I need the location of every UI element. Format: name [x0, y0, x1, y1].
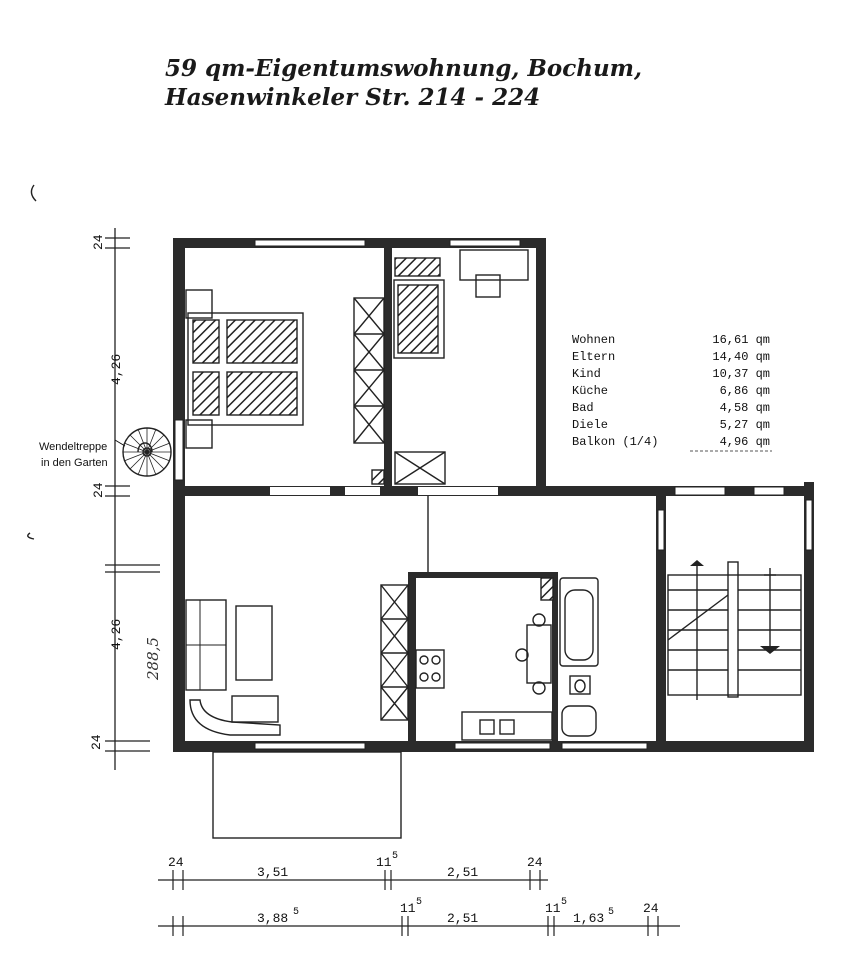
- area-room-diele: Diele: [572, 418, 609, 432]
- row2-dim-d: 11: [545, 901, 561, 916]
- vertical-dimension-line: [89, 228, 162, 770]
- row1-dim-d: 2,51: [447, 865, 479, 880]
- area-value-diele: 5,27 qm: [719, 418, 770, 432]
- spiral-stair-icon: [123, 428, 171, 476]
- margin-mark-mid: [28, 533, 34, 539]
- room-kind: [372, 250, 528, 484]
- area-value-balkon: 4,96 qm: [719, 435, 770, 449]
- balcony: [213, 752, 401, 838]
- row2-dim-b: 11: [400, 901, 416, 916]
- margin-mark-top: [31, 185, 36, 201]
- handwritten-dimension: 288,5: [144, 637, 162, 680]
- dim-top-wall: 24: [91, 234, 106, 250]
- dim-mid-wall: 24: [91, 482, 106, 498]
- title-block: [164, 55, 642, 111]
- area-value-eltern: 14,40 qm: [712, 350, 770, 364]
- area-room-balkon: Balkon (1/4): [572, 435, 659, 449]
- area-room-wohnen: Wohnen: [572, 333, 616, 347]
- dimension-row-2: [158, 897, 680, 936]
- stair-note-leader: [115, 440, 125, 446]
- row1-dim-a: 24: [168, 855, 184, 870]
- bedroom-eltern: [186, 290, 384, 448]
- row1-dim-b: 3,51: [257, 865, 289, 880]
- row2-dim-c: 2,51: [447, 911, 479, 926]
- room-wohnen: [186, 585, 408, 735]
- dim-bottom-wall: 24: [89, 734, 104, 750]
- stair-note-line-1: Wendeltreppe: [39, 441, 108, 453]
- row2-dim-e: 1,63: [573, 911, 605, 926]
- row2-dim-f: 24: [643, 901, 659, 916]
- windows: [175, 240, 812, 749]
- area-room-kueche: Küche: [572, 384, 609, 398]
- area-value-kind: 10,37 qm: [712, 367, 770, 381]
- row1-dim-c: 11: [376, 855, 392, 870]
- title-line-2: Hasenwinkeler Str. 214 - 224: [165, 84, 541, 111]
- room-kueche: [416, 614, 552, 740]
- title-line-1: 59 qm-Eigentumswohnung, Bochum,: [165, 55, 643, 82]
- area-room-eltern: Eltern: [572, 350, 616, 364]
- area-value-wohnen: 16,61 qm: [712, 333, 770, 347]
- dim-upper-height: 4,26: [109, 353, 124, 385]
- area-value-kueche: 6,86 qm: [719, 384, 770, 398]
- area-room-bad: Bad: [572, 401, 594, 415]
- row2-dim-a: 3,88: [257, 911, 289, 926]
- row2-dim-b-sup: 5: [416, 897, 423, 908]
- staircase: [668, 560, 801, 700]
- row1-dim-e: 24: [527, 855, 543, 870]
- stair-note-line-2: in den Garten: [41, 457, 108, 469]
- area-value-bad: 4,58 qm: [719, 401, 770, 415]
- row2-dim-e-sup: 5: [608, 907, 615, 918]
- area-table: [572, 333, 772, 451]
- area-room-kind: Kind: [572, 367, 601, 381]
- row2-dim-d-sup: 5: [561, 897, 568, 908]
- dim-lower-height: 4,26: [109, 618, 124, 650]
- dimension-row-1: [158, 851, 548, 890]
- row1-dim-c-sup: 5: [392, 851, 399, 862]
- row2-dim-a-sup: 5: [293, 907, 300, 918]
